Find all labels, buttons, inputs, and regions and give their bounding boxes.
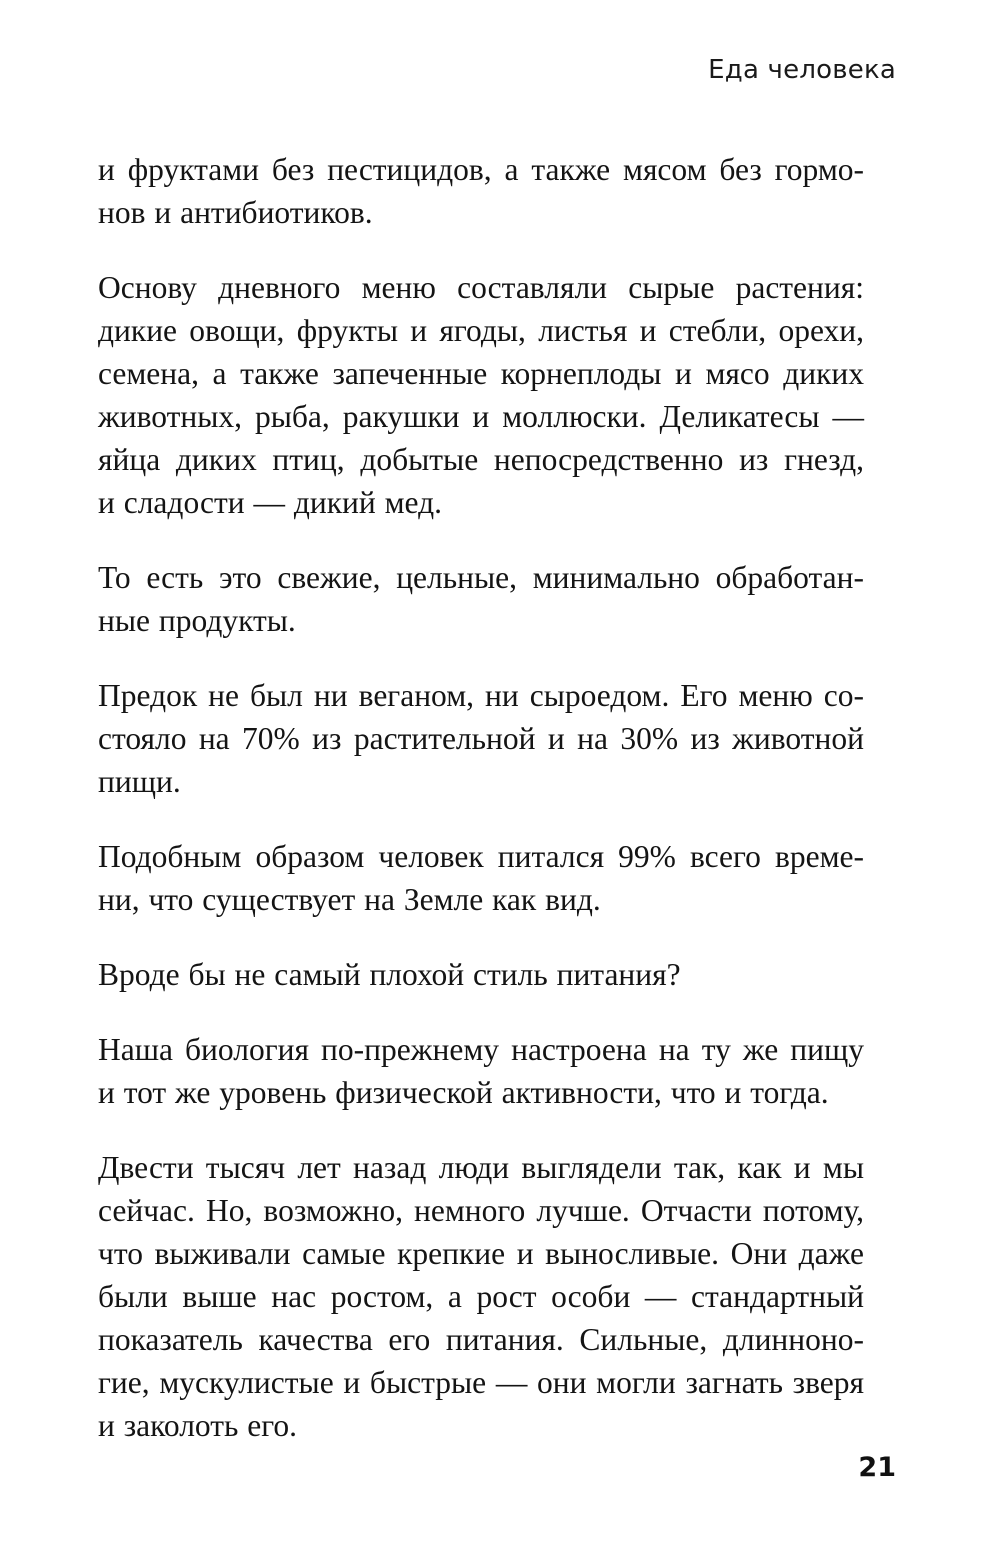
paragraph bbox=[98, 1146, 864, 1447]
paragraph bbox=[98, 674, 864, 803]
text-line: что выживали самые крепкие и выносливые. Они даже bbox=[98, 1236, 864, 1271]
text-line: сейчас. Но, возможно, немного лучше. Отчасти потому, bbox=[98, 1193, 864, 1228]
paragraph bbox=[98, 266, 864, 524]
paragraph bbox=[98, 148, 864, 234]
text-line: Двести тысяч лет назад люди выглядели так, как и мы bbox=[98, 1150, 864, 1185]
text-line: пищи. bbox=[98, 764, 181, 799]
paragraph bbox=[98, 953, 864, 996]
text-line: нов и антибиотиков. bbox=[98, 195, 373, 230]
running-head: Еда человека bbox=[708, 55, 896, 85]
text-line: гие, мускулистые и быстрые — они могли загнать зверя bbox=[98, 1365, 864, 1400]
text-line: дикие овощи, фрукты и ягоды, листья и стебли, орехи, bbox=[98, 313, 864, 348]
paragraph bbox=[98, 1028, 864, 1114]
text-line: Основу дневного меню составляли сырые растения: bbox=[98, 270, 864, 305]
text-line: стояло на 70% из растительной и на 30% из животной bbox=[98, 721, 864, 756]
page-number: 21 bbox=[858, 1452, 896, 1483]
text-line: животных, рыба, ракушки и моллюски. Деликатесы — bbox=[98, 399, 864, 434]
text-line: Вроде бы не самый плохой стиль питания? bbox=[98, 957, 681, 992]
text-line: Подобным образом человек питался 99% всего време- bbox=[98, 839, 864, 874]
body-text bbox=[98, 148, 864, 1479]
text-line: и заколоть его. bbox=[98, 1408, 297, 1443]
text-line: Наша биология по-прежнему настроена на ту же пищу bbox=[98, 1032, 864, 1067]
text-line: ные продукты. bbox=[98, 603, 296, 638]
text-line: и сладости — дикий мед. bbox=[98, 485, 443, 520]
text-line: яйца диких птиц, добытые непосредственно из гнезд, bbox=[98, 442, 864, 477]
text-line: и фруктами без пестицидов, а также мясом без гормо- bbox=[98, 152, 864, 187]
text-line: То есть это свежие, цельные, минимально обработан- bbox=[98, 560, 864, 595]
paragraph bbox=[98, 556, 864, 642]
text-line: и тот же уровень физической активности, что и тогда. bbox=[98, 1075, 829, 1110]
text-line: семена, а также запеченные корнеплоды и мясо диких bbox=[98, 356, 864, 391]
text-line: показатель качества его питания. Сильные, длинноно- bbox=[98, 1322, 864, 1357]
paragraph bbox=[98, 835, 864, 921]
text-line: ни, что существует на Земле как вид. bbox=[98, 882, 601, 917]
text-line: были выше нас ростом, а рост особи — стандартный bbox=[98, 1279, 864, 1314]
text-line: Предок не был ни веганом, ни сыроедом. Его меню со- bbox=[98, 678, 864, 713]
